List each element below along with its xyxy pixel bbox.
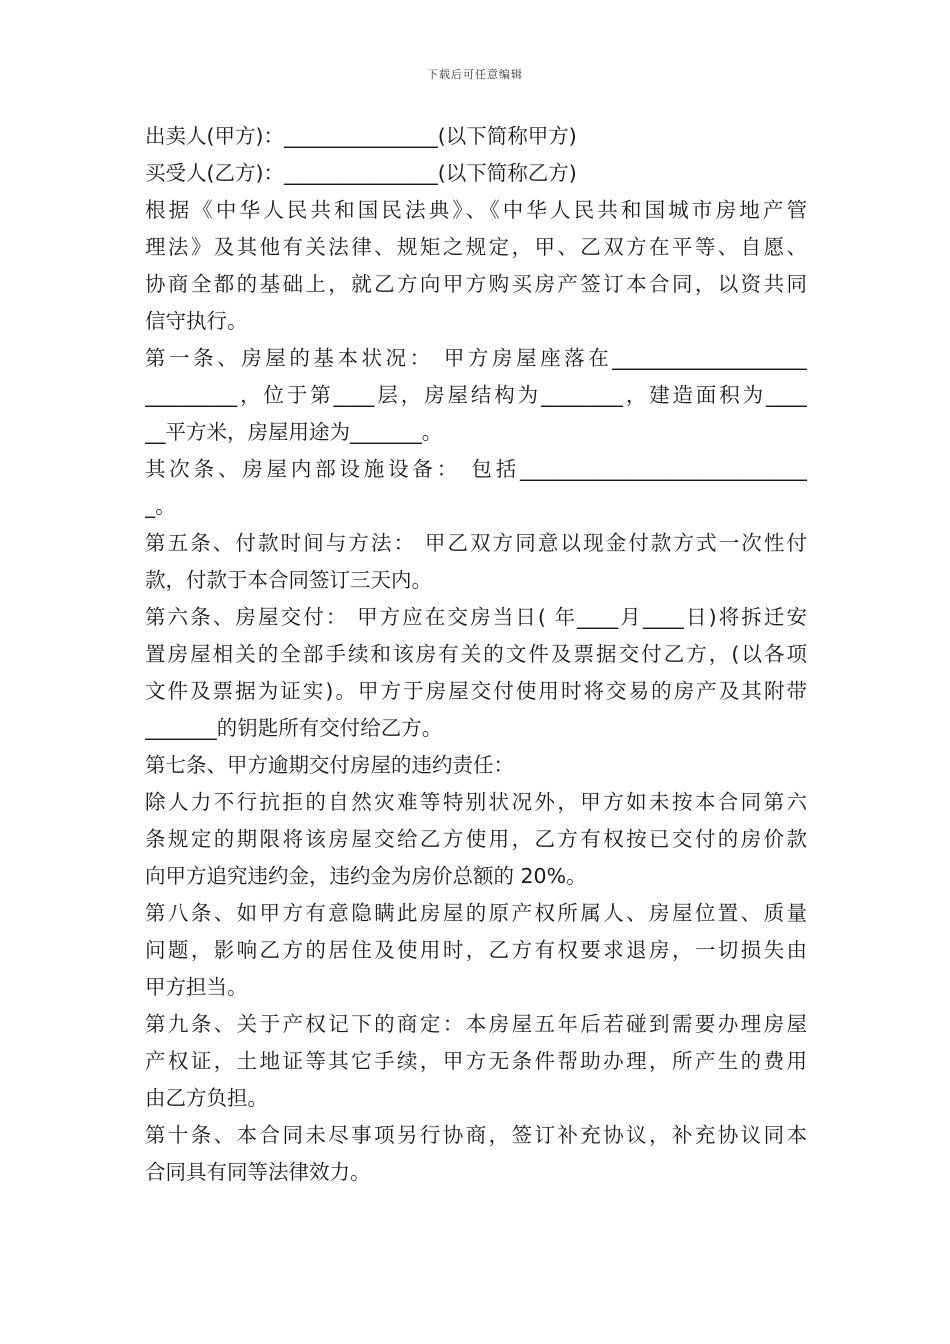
- document-line: 文件及票据为证实)。甲方于房屋交付使用时将交易的房产及其附带: [145, 679, 807, 703]
- document-line: 第八条、如甲方有意隐瞒此房屋的原产权所属人、房屋位置、质量: [145, 901, 807, 925]
- document-line: 第六条、房屋交付： 甲方应在交房当日( 年____月____日)将拆迁安: [145, 605, 807, 629]
- document-line: 问题，影响乙方的居住及使用时，乙方有权要求退房，一切损失由: [145, 938, 807, 962]
- page-header-note: 下载后可任意编辑: [427, 68, 523, 81]
- document-line: 甲方担当。: [145, 975, 248, 999]
- document-line: 置房屋相关的全部手续和该房有关的文件及票据交付乙方，(以各项: [145, 642, 807, 666]
- document-line: 第十条、本合同未尽事项另行协商，签订补充协议，补充协议同本: [145, 1123, 807, 1147]
- document-line: 买受人(乙方)：_______________(以下简称乙方): [145, 161, 577, 185]
- document-line: __平方米，房屋用途为_______。: [145, 420, 443, 444]
- document-line: 由乙方负担。: [145, 1086, 268, 1110]
- document-line: _______的钥匙所有交付给乙方。: [145, 716, 443, 740]
- document-line: 合同具有同等法律效力。: [145, 1160, 371, 1184]
- document-line: 除人力不行抗拒的自然灾难等特别状况外，甲方如未按本合同第六: [145, 790, 807, 814]
- document-line: 第七条、甲方逾期交付房屋的违约责任：: [145, 753, 514, 777]
- document-line: 条规定的期限将该房屋交给乙方使用，乙方有权按已交付的房价款: [145, 827, 807, 851]
- document-line: 理法》及其他有关法律、规矩之规定，甲、乙双方在平等、自愿、: [145, 235, 807, 259]
- document-line: 向甲方追究违约金，违约金为房价总额的 20%。: [145, 864, 587, 888]
- document-line: _。: [145, 494, 176, 518]
- document-line: 第一条、房屋的基本状况： 甲方房屋座落在___________________: [145, 346, 807, 370]
- document-line: 根据《中华人民共和国民法典》、《中华人民共和国城市房地产管: [145, 198, 807, 222]
- document-line: 其次条、房屋内部设施设备： 包括____________________________: [145, 457, 807, 481]
- document-line: 产权证，土地证等其它手续，甲方无条件帮助办理，所产生的费用: [145, 1049, 807, 1073]
- document-body: [145, 118, 807, 1191]
- document-line: _________，位于第____层，房屋结构为________，建造面积为____: [145, 383, 807, 407]
- document-line: 第五条、付款时间与方法： 甲乙双方同意以现金付款方式一次性付: [145, 531, 807, 555]
- document-line: 协商全都的基础上，就乙方向甲方购买房产签订本合同，以资共同: [145, 272, 807, 296]
- document-line: 信守执行。: [145, 309, 248, 333]
- document-line: 第九条、关于产权记下的商定：本房屋五年后若碰到需要办理房屋: [145, 1012, 807, 1036]
- document-line: 出卖人(甲方)：_______________(以下简称甲方): [145, 124, 577, 148]
- document-line: 款，付款于本合同签订三天内。: [145, 568, 432, 592]
